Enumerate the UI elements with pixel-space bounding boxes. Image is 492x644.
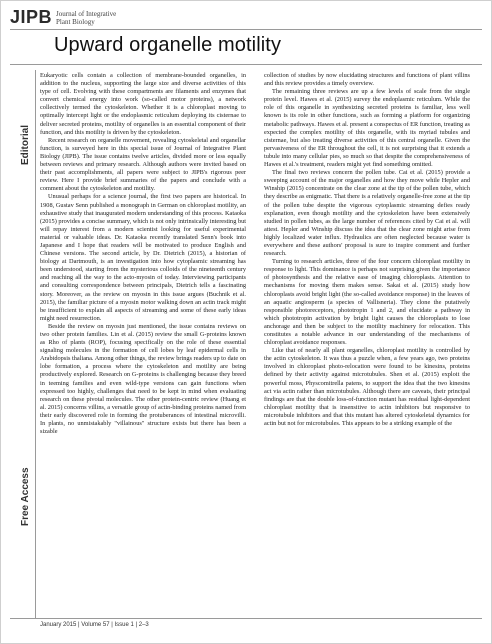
paragraph: Eukaryotic cells contain a collection of membrane-bounded organelles, in addition to the nucleus, supporting the large size and diverse activities of this type of cell. Evolving with these compartments are filaments and enzymes that convert chemical energy into work (so-called motor proteins), a network collectively termed the cytoskeleton. Whether it is a chloroplast moving to optimally intercept light or the endoplasmic reticulum deploying its cisternae to deliver secreted proteins, motility of organelles is an essential component of their function, and this motility is driven by the cytoskeleton. [40, 72, 246, 136]
footer-divider [10, 618, 482, 619]
logo-text: JIPB [10, 7, 53, 27]
journal-logo [10, 7, 116, 28]
journal-header [10, 6, 480, 28]
issue-footer: January 2015 | Volume 57 | Issue 1 | 2–3 [40, 622, 149, 628]
title-divider [10, 64, 482, 65]
right-column [264, 72, 470, 428]
paragraph: The final two reviews concern the pollen tube. Cai et al. (2015) provide a sweeping account of the major organelles and how they move while Hepler and Winship (2015) concentrate on the clear zone at the tip of the pollen tube, which they describe as enigmatic. That there is a relatively organelle-free zone at the tip of the pollen tube despite the vigorous cytoplasmic streaming defies ready explanation, even though motility and the cytoskeleton have been extensively studied in pollen tubes, as the large number of references cited by Cai et al. will attest. Hepler and Winship discuss the idea that the clear zone might arise from highly localized water influx. Hydraulics are often neglected because water is everywhere and these authors' proposal is sure to inspire comment and further research. [264, 169, 470, 258]
access-label-free: Free Access [20, 467, 31, 526]
article-title: Upward organelle motility [54, 34, 282, 56]
journal-name [56, 10, 116, 26]
paragraph: Beside the review on myosin just mentioned, the issue contains reviews on two other protein families. Lin et al. (2015) review the small G-proteins known as Rho of plants (ROP), focusing specifically on the role of these essential signaling molecules in the formation of cell lobes by leaf epidermal cells in Arabidopsis thaliana. Among other things, the review brings readers up to date on lobe formation, a process where the cytoskeleton and motility are being productively explored. Research on G-proteins is challenging because they breed in teeming families and even wild-type versions can gain functions when expressed too highly, challenges that need to be kept in mind when evaluating research on these pivotal molecules. The other protein-centric review (Huang et al. 2015) concerns villins, a versatile group of actin-binding proteins named from their early discovered role in forming the protuberances of intestinal microvilli. In plants, no unmistakably "villainous" structure exists but there has been a sizable [40, 322, 247, 436]
side-divider [35, 70, 36, 618]
left-column [40, 72, 246, 436]
paragraph: Unusual perhaps for a science journal, the first two papers are historical. In 1908, Gustav Senn published a monograph in German on chloroplast motility, an exhaustive study that inaugurated modern understanding of this process. Kataoka (2015) provides a concise summary, which is not only intrinsically interesting but will repay interest from a modern scientist looking for useful experimental material or valuable ideas. Dr. Kataoka recently translated Senn's book into Japanese and I hope that readers will be motivated to produce English and Chinese versions. The second article, by Dr. Dietrich (2015), a historian of biology at Dartmouth, is an investigation into how cytoplasmic streaming has been understood, starting from the mysterious colloids of the nineteenth century and reaching all the way to the acto-myosin of today. Interviewing participants and consulting correspondence between principals, Dietrich tells a fascinating story. Moreover, as the review on myosin in this issue argues (Buchnik et al. 2015), the familiar picture of a myosin motor walking down an actin track might be insufficient to explain all aspects of streaming and some of these early ideas might need resurrection. [40, 193, 246, 322]
journal-name-line2: Plant Biology [56, 17, 95, 26]
section-label-editorial: Editorial [20, 124, 31, 165]
paragraph: Like that of nearly all plant organelles, chloroplast motility is controlled by the actin cytoskeleton. It was thus a puzzle when, a few years ago, two proteins involved in chloroplast photo-relocation were found to be kinesins, proteins defined by their activity against microtubules. Shen et al. (2015) exploit the powerful moss, Physcomitrella patens, to support the idea that the two kinesins act via actin rather than microtubules. Although there are caveats, their principal findings are that the double loss-of-function mutant has residual light-dependent chloroplast motility that is insensitive to actin inhibitors but responsive to microtubule inhibitors and that this mutant has altered cytoskeletal dynamics for actin but not for microtubules. This appears to be a striking example of the [264, 347, 470, 428]
paragraph: Turning to research articles, three of the four concern chloroplast motility in response to light. This dominance is perhaps not surprising given the importance of photosynthesis and the relative ease of imaging chloroplasts. Attention to mechanisms for moving them makes sense. Sakai et al. (2015) study how chloroplasts avoid bright light (the so-called avoidance response) in the leaves of an aquatic angiosperm (a species of Vallisneria). They clone the putatively responsible photoreceptors, phototropin 1 and 2, and elucidate a pathway in which phototropin activation by bright light causes the chloroplasts to lose anchorage and then be subject to the motility machinery for relocation. This constitutes a notable advance in our understanding of the mechanisms of chloroplast avoidance responses. [264, 258, 470, 347]
paragraph: collection of studies by now elucidating structures and functions of plant villins and this review provides a timely overview. [264, 72, 470, 88]
header-divider [10, 29, 482, 30]
paragraph: Recent research on organelle movement, revealing cytoskeletal and organellar function, is surveyed here in this special issue of Journal of Integrative Plant Biology (JIPB). The issue contains twelve articles, divided more or less equally between reviews and primary research. Although authors were invited based on their past accomplishments, all papers were subject to JIPB's rigorous peer review. Here I provide brief summaries of the papers and conclude with a comment about the cytoskeleton and motility. [40, 136, 246, 193]
journal-name-line1: Journal of Integrative [56, 9, 117, 18]
paragraph: The remaining three reviews are up a few levels of scale from the single protein level. Hawes et al. (2015) survey the endoplasmic reticulum. While the role of this organelle in synthesizing secreted proteins is familiar, less well known is its role in other functions, such as forming a platform for organizing metabolic pathways. Hawes et al. present a conspectus of ER function, treating as expected the complex motility of this organelle, with its myriad tubules and cisternae, but also treating diverse activities of this central organelle. Given the pervasiveness of the ER throughout the cell, it is not surprising that it extends a tubule into many cellular pies, so much so that despite the comprehensiveness of Hawes et al.'s treatment, readers might yet find something omitted. [264, 88, 470, 169]
